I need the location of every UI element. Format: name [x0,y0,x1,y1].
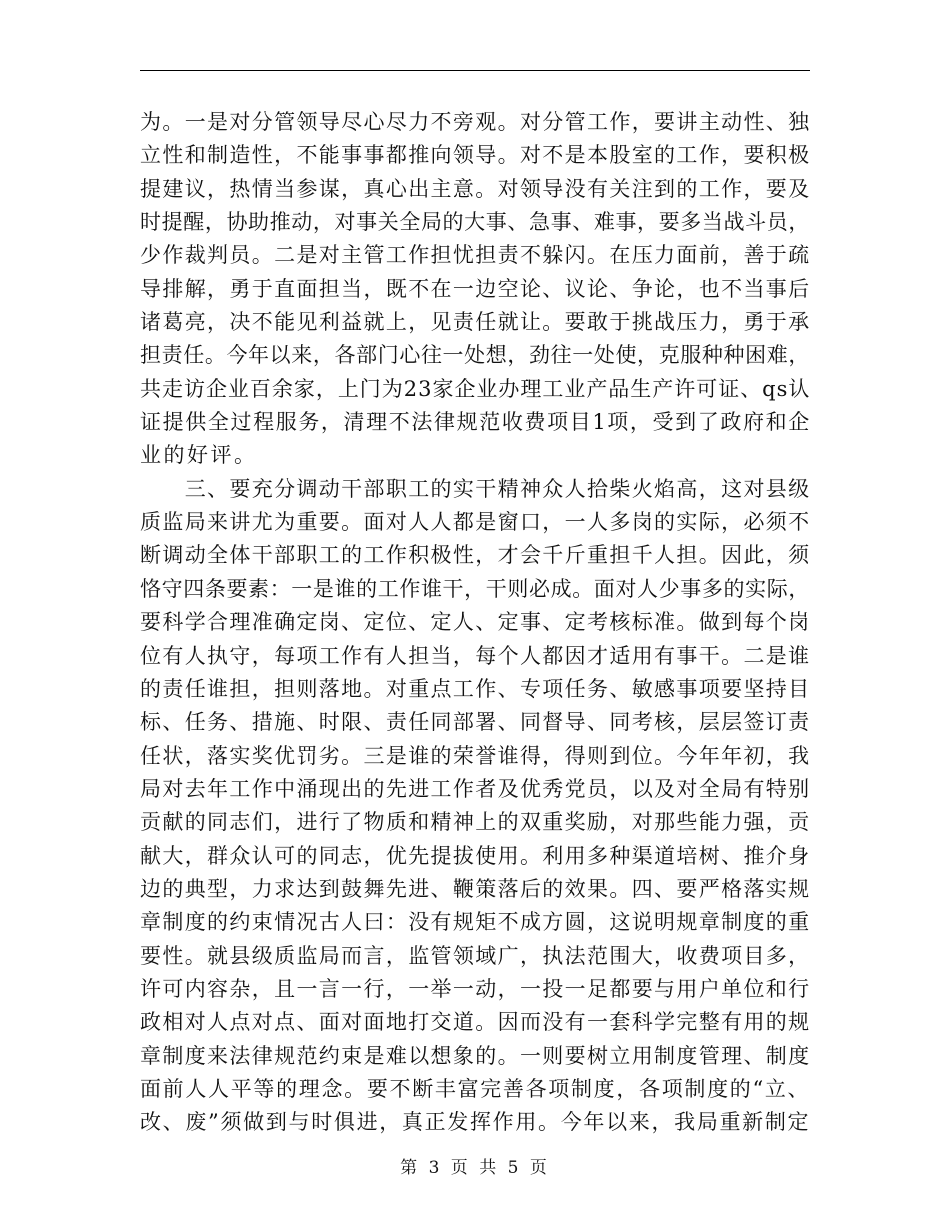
text-line: 三、要充分调动干部职工的实干精神众人拾柴火焰高，这对县级 [140,476,811,501]
text-line: 恪守四条要素：一是谁的工作谁干，干则必成。面对人少事多的实际， [140,576,810,601]
text-line: 章制度的约束情况古人曰：没有规矩不成方圆，这说明规章制度的重 [140,910,811,935]
text-line: 时提醒，协助推动，对事关全局的大事、急事、难事，要多当战斗员， [140,210,810,235]
text-line: 要性。就县级质监局而言，监管领域广，执法范围大，收费项目多， [140,943,811,968]
text-line: 共走访企业百余家，上门为23家企业办理工业产品生产许可证、qs认 [140,376,811,401]
text-line: 政相对人点对点、面对面地打交道。因而没有一套科学完整有用的规 [140,1010,811,1035]
text-line: 标、任务、措施、时限、责任同部署、同督导、同考核，层层签订责 [140,710,811,735]
text-line: 章制度来法律规范约束是难以想象的。一则要树立用制度管理、制度 [140,1043,811,1068]
text-line: 为。一是对分管领导尽心尽力不旁观。对分管工作，要讲主动性、独 [140,110,811,134]
text-line: 诸葛亮，决不能见利益就上，见责任就让。要敢于挑战压力，勇于承 [140,310,811,335]
text-line: 位有人执守，每项工作有人担当，每个人都因才适用有事干。二是谁 [140,643,811,668]
header-rule [140,70,810,71]
text-line: 要科学合理准确定岗、定位、定人、定事、定考核标准。做到每个岗 [140,610,811,635]
page-number-footer: 第 3 页 共 5 页 [400,1158,550,1178]
text-line: 贡献的同志们，进行了物质和精神上的双重奖励，对那些能力强，贡 [140,810,811,835]
text-line: 提建议，热情当参谋，真心出主意。对领导没有关注到的工作，要及 [140,176,811,201]
text-line: 少作裁判员。二是对主管工作担忧担责不躲闪。在压力面前，善于疏 [140,243,811,268]
text-line: 担责任。今年以来，各部门心往一处想，劲往一处使，克服种种困难， [140,343,810,368]
text-line: 证提供全过程服务，清理不法律规范收费项目1项，受到了政府和企 [140,410,811,435]
text-line: 业的好评。 [140,443,258,468]
text-line: 断调动全体干部职工的工作积极性，才会千斤重担千人担。因此，须 [140,543,811,568]
text-line: 立性和制造性，不能事事都推向领导。对不是本股室的工作，要积极 [140,143,811,168]
text-line: 许可内容杂，且一言一行，一举一动，一投一足都要与用户单位和行 [140,976,811,1001]
text-line: 面前人人平等的理念。要不断丰富完善各项制度，各项制度的“立、 [140,1076,811,1101]
text-line: 导排解，勇于直面担当，既不在一边空论、议论、争论，也不当事后 [140,276,811,301]
text-line: 局对去年工作中涌现出的先进工作者及优秀党员，以及对全局有特别 [140,776,811,801]
text-line: 质监局来讲尤为重要。面对人人都是窗口，一人多岗的实际，必须不 [140,510,811,535]
text-line: 任状，落实奖优罚劣。三是谁的荣誉谁得，得则到位。今年年初，我 [140,743,811,768]
text-line: 改、废”须做到与时俱进，真正发挥作用。今年以来，我局重新制定 [140,1110,811,1135]
text-line: 边的典型，力求达到鼓舞先进、鞭策落后的效果。四、要严格落实规 [140,876,811,901]
text-line: 的责任谁担，担则落地。对重点工作、专项任务、敏感事项要坚持目 [140,676,811,701]
body-text [140,106,812,1140]
text-line: 献大，群众认可的同志，优先提拔使用。利用多种渠道培树、推介身 [140,843,811,868]
